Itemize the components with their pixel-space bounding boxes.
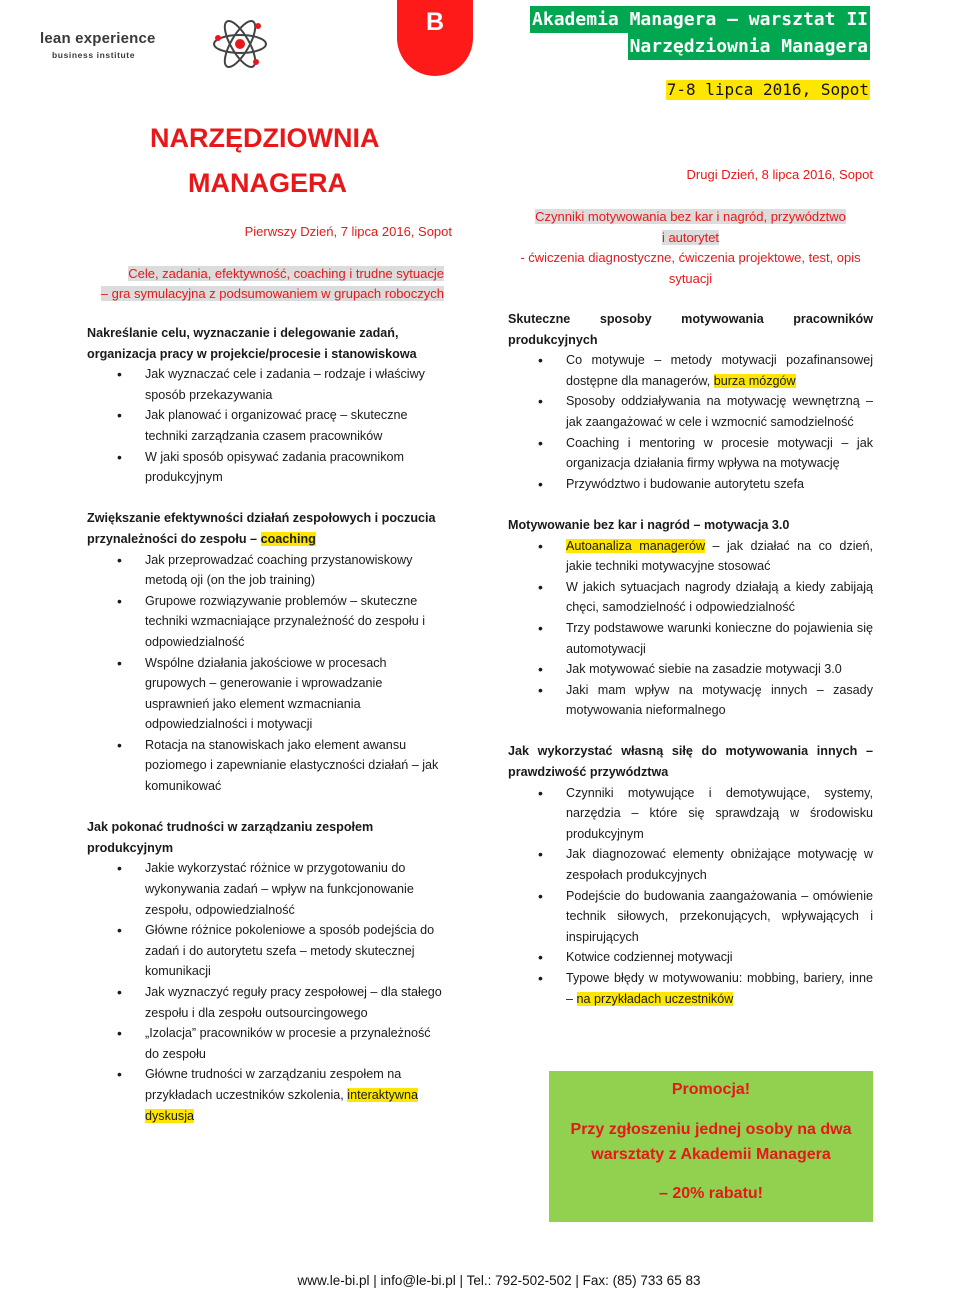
- page-title: [150, 116, 450, 206]
- list-item-highlight: burza mózgów: [713, 373, 796, 388]
- list-item: • Jak diagnozować elementy obniżające motywację w zespołach produkcyjnych: [538, 844, 873, 885]
- section-heading: [87, 508, 444, 549]
- day2-section-2: [508, 515, 873, 721]
- day1-intro: [87, 264, 444, 304]
- list-item: • Jaki mam wpływ na motywację innych – zasady motywowania nieformalnego: [538, 680, 873, 721]
- list-item-text: Główne trudności w zarządzaniu zespołem na przykładach uczestników szkolenia,: [145, 1067, 402, 1102]
- list-item: • Rotacja na stanowiskach jako element awansu poziomego i zapewnianie elastyczności działań – jak komunikować: [117, 735, 444, 797]
- promo-box: [549, 1071, 873, 1222]
- day2-section-1: [508, 309, 873, 494]
- day2-intro-line3: - ćwiczenia diagnostyczne, ćwiczenia projektowe, test, opis sytuacji: [520, 250, 861, 286]
- list-item: • Kotwice codziennej motywacji: [538, 947, 873, 968]
- list-item: • Jak planować i organizować pracę – skuteczne techniki zarządzania czasem pracowników: [117, 405, 444, 446]
- day2-intro-line1: Czynniki motywowania bez kar i nagród, przywództwo: [535, 209, 846, 224]
- day1-intro-line2: – gra symulacyjna z podsumowaniem w grupach roboczych: [100, 286, 444, 301]
- promo-title: Promocja!: [671, 1081, 751, 1098]
- list-item: [538, 536, 873, 577]
- day1-program: [87, 323, 444, 1147]
- workshop-title: [530, 6, 870, 60]
- list-item: [538, 968, 873, 1009]
- promo-text: Przy zgłoszeniu jednej osoby na dwa warsztaty z Akademii Managera: [570, 1121, 852, 1163]
- day1-section-2: [87, 508, 444, 796]
- section-heading: Jak pokonać trudności w zarządzaniu zespołem produkcyjnym: [87, 820, 374, 855]
- list-item: • Wspólne działania jakościowe w procesach grupowych – generowanie i wprowadzanie usprawnień jako element wzmacniania odpowiedzialności i motywacji: [117, 653, 444, 735]
- list-item: • W jakich sytuacjach nagrody działają a kiedy zabijają chęci, samodzielność i odpowiedzialność: [538, 577, 873, 618]
- list-item-highlight: interaktywna dyskusja: [145, 1087, 418, 1123]
- list-item: • Główne różnice pokoleniowe a sposób podejścia do zadań i do autorytetu szefa – metody skutecznej komunikacji: [117, 920, 444, 982]
- day2-section-3: [508, 741, 873, 1009]
- promo-discount: – 20% rabatu!: [658, 1185, 764, 1202]
- workshop-date: 7-8 lipca 2016, Sopot: [666, 80, 869, 99]
- workshop-title-line2: Narzędziownia Managera: [628, 33, 870, 60]
- list-item: • „Izolacja” pracowników w procesie a przynależność do zespołu: [117, 1023, 444, 1064]
- list-item: • Jak przeprowadzać coaching przystanowiskowy metodą oji (on the job training): [117, 550, 444, 591]
- day2-intro: [508, 207, 873, 289]
- list-item-text: Typowe błędy w motywowaniu: mobbing, bariery, inne –: [566, 971, 873, 1006]
- section-heading-highlight: coaching: [260, 531, 316, 546]
- list-item-text: – jak działać na co dzień, jakie techniki motywacyjne stosować: [566, 538, 873, 574]
- atom-icon: [210, 18, 270, 70]
- list-item: • Sposoby oddziaływania na motywację wewnętrzną – jak zaangażować w cele i wzmocnić samodzielność: [538, 391, 873, 432]
- page-title-line1: NARZĘDZIOWNIA: [150, 123, 380, 153]
- list-item: • Trzy podstawowe warunki konieczne do pojawienia się automotywacji: [538, 618, 873, 659]
- company-logo: [40, 18, 240, 70]
- day2-heading: Drugi Dzień, 8 lipca 2016, Sopot: [686, 167, 873, 182]
- page-title-line2: MANAGERA: [188, 168, 347, 198]
- day1-heading: Pierwszy Dzień, 7 lipca 2016, Sopot: [244, 224, 452, 239]
- list-item-highlight: na przykładach uczestników: [576, 991, 734, 1006]
- list-item: • Coaching i mentoring w procesie motywacji – jak organizacja działania firmy wpływa na motywację: [538, 433, 873, 474]
- list-item: • Jak motywować siebie na zasadzie motywacji 3.0: [538, 659, 873, 680]
- section-heading: Jak wykorzystać własną siłę do motywowania innych – prawdziwość przywództwa: [508, 744, 873, 780]
- section-heading: Motywowanie bez kar i nagród – motywacja 3.0: [508, 517, 790, 532]
- list-item: • Jakie wykorzystać różnice w przygotowaniu do wykonywania zadań – wpływ na funkcjonowanie zespołu, odpowiedzialność: [117, 858, 444, 920]
- section-heading: Skuteczne sposoby motywowania pracowników produkcyjnych: [508, 312, 873, 347]
- list-item: • W jaki sposób opisywać zadania pracownikom produkcyjnym: [117, 447, 444, 488]
- workshop-title-line1: Akademia Managera – warsztat II: [530, 6, 870, 33]
- list-item: • Jak wyznaczać cele i zadania – rodzaje i właściwy sposób przekazywania: [117, 364, 444, 405]
- list-item: • Czynniki motywujące i demotywujące, systemy, narzędzia – które się sprawdzają w środowisku produkcyjnym: [538, 783, 873, 845]
- day2-program: [508, 309, 873, 1030]
- day2-intro-line2: i autorytet: [661, 229, 720, 245]
- list-item: • Podejście do budowania zaangażowania – omówienie technik siłowych, przekonujących, wpływających i inspirujących: [538, 886, 873, 948]
- section-heading-text: Zwiększanie efektywności działań zespołowych i poczucia przynależności do zespołu –: [87, 511, 436, 546]
- list-item-highlight: Autoanaliza managerów: [566, 538, 706, 553]
- list-item: • Grupowe rozwiązywanie problemów – skuteczne techniki wzmacniające przynależność do zespołu i odpowiedzialność: [117, 591, 444, 653]
- list-item: • Jak wyznaczyć reguły pracy zespołowej – dla stałego zespołu i dla zespołu outsourcingowego: [117, 982, 444, 1023]
- day1-section-1: [87, 323, 444, 488]
- list-item-text: Co motywuje – metody motywacji pozafinansowej dostępne dla managerów,: [566, 353, 873, 388]
- level-badge: B: [397, 0, 473, 76]
- logo-name: lean experience: [40, 30, 156, 47]
- list-item: [538, 350, 873, 391]
- list-item: • Przywództwo i budowanie autorytetu szefa: [538, 474, 873, 495]
- list-item: [117, 1064, 444, 1126]
- section-heading: Nakreślanie celu, wyznaczanie i delegowanie zadań, organizacja pracy w projekcie/procesie i stanowiskowa: [87, 326, 417, 361]
- day1-section-3: [87, 817, 444, 1126]
- logo-tagline: business institute: [52, 50, 136, 60]
- day1-intro-line1: Cele, zadania, efektywność, coaching i trudne sytuacje: [128, 266, 444, 281]
- contact-footer: www.le-bi.pl | info@le-bi.pl | Tel.: 792-502-502 | Fax: (85) 733 65 83: [297, 1273, 701, 1288]
